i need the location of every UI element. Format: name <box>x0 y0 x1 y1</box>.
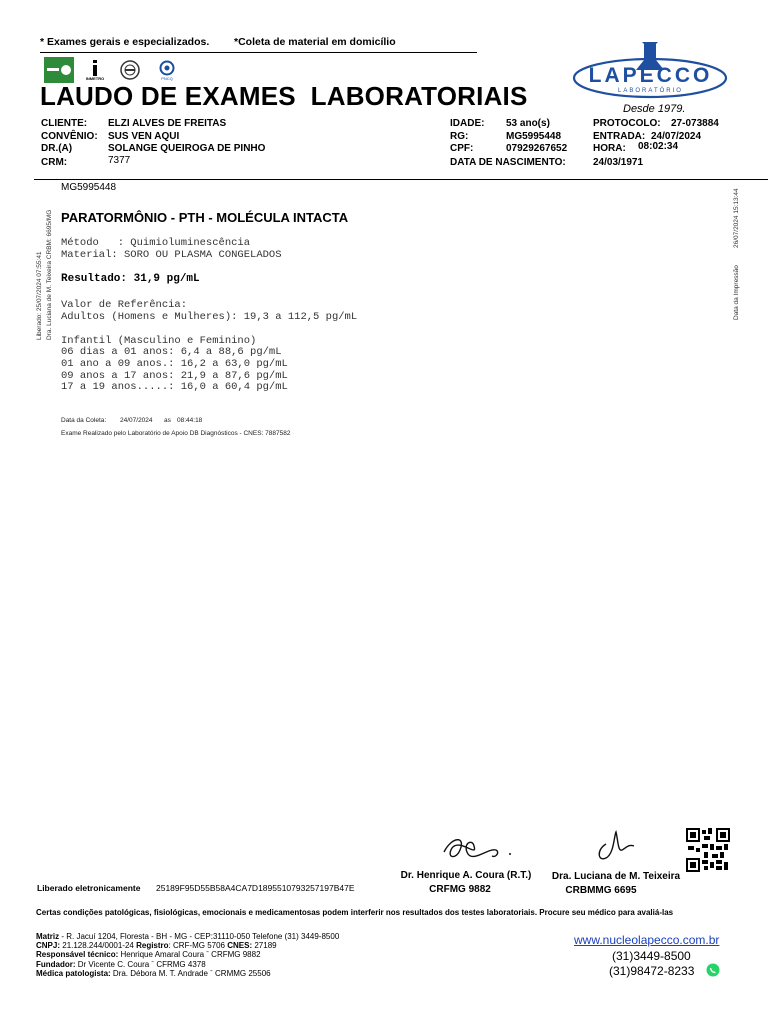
footer-patologista-label: Médica patologista: <box>36 969 111 978</box>
page-title: LAUDO DE EXAMES LABORATORIAIS <box>40 81 528 111</box>
footer-matriz <box>36 932 339 941</box>
signature-teixeira-name: Dra. Luciana de M. Teixeira <box>551 871 681 882</box>
header-divider <box>34 179 768 180</box>
liberado-by-side: Dra. Luciana de M. Teixeira CRBM: 6695/MG <box>46 209 53 340</box>
convenio-label: CONVÊNIO: <box>41 131 98 142</box>
signature-teixeira-reg: CRBMMG 6695 <box>565 885 637 896</box>
footer-cnpj <box>36 941 277 950</box>
ref-infantil-row: 06 dias a 01 anos: 6,4 a 88,6 pg/mL <box>61 346 282 358</box>
footer-cnes-value: 27189 <box>252 941 277 950</box>
dr-value: SOLANGE QUEIROGA DE PINHO <box>108 143 266 154</box>
footer-cnes-label: CNES: <box>227 941 253 950</box>
footer-matriz-value: - R. Jacuí 1204, Floresta - BH - MG - CEP:31110-050 Telefone (31) 3449-8500 <box>59 932 340 941</box>
cpf-value: 07929267652 <box>506 143 568 154</box>
crm-value: 7377 <box>108 155 131 166</box>
lab-name: LAPECCO <box>588 64 713 87</box>
entrada-label: ENTRADA: <box>593 131 646 142</box>
lab-logo <box>568 40 733 104</box>
top-notice-right: *Coleta de material em domicílio <box>234 36 396 48</box>
protocolo-value: 27-073884 <box>671 118 719 129</box>
cert-green-icon <box>44 58 74 82</box>
qr-code-icon <box>686 828 730 872</box>
inmetro-icon <box>86 58 104 82</box>
top-divider <box>40 52 477 53</box>
lab-since: Desde 1979. <box>623 103 686 115</box>
idade-value: 53 ano(s) <box>506 118 550 129</box>
footer-rt-label: Responsável técnico: <box>36 950 119 959</box>
impressao-label-side: Data da Impressão <box>733 265 740 320</box>
seal-icon <box>120 58 140 82</box>
apoio-note: Exame Realizado pelo Laboratório de Apoio DB Diagnósticos - CNES: 7887582 <box>61 430 291 437</box>
footer-cnpj-label: CNPJ: <box>36 941 61 950</box>
nascimento-value: 24/03/1971 <box>593 157 644 168</box>
coleta-label: Data da Coleta: <box>61 417 107 424</box>
lab-subtitle: LABORATÓRIO <box>618 88 683 94</box>
footer-rt-value: Henrique Amaral Coura ˉ CRFMG 9882 <box>118 950 261 959</box>
signature-coura-name: Dr. Henrique A. Coura (R.T.) <box>400 870 532 881</box>
footer-fundador-label: Fundador: <box>36 960 76 969</box>
phone-2: (31)98472-8233 <box>609 964 695 978</box>
website-link[interactable]: www.nucleolapecco.com.br <box>574 933 720 947</box>
whatsapp-icon[interactable] <box>706 963 720 977</box>
footer-fundador-value: Dr Vicente C. Coura ˉ CFRMG 4378 <box>75 960 206 969</box>
nascimento-label: DATA DE NASCIMENTO: <box>450 157 566 168</box>
coleta-time: 08:44:18 <box>177 417 203 424</box>
footer-fundador <box>36 960 206 969</box>
ref-infantil-row: 01 ano a 09 anos.: 16,2 a 63,0 pg/mL <box>61 358 288 370</box>
phone-1: (31)3449-8500 <box>612 949 691 963</box>
convenio-value: SUS VEN AQUI <box>108 131 180 142</box>
top-notice-left: * Exames gerais e especializados. <box>40 36 210 48</box>
signature-teixeira <box>592 828 642 868</box>
rg-label: RG: <box>450 131 469 142</box>
idade-label: IDADE: <box>450 118 485 129</box>
protocolo-label: PROTOCOLO: <box>593 118 661 129</box>
coleta-date: 24/07/2024 <box>120 417 153 424</box>
exam-id: MG5995448 <box>61 182 117 193</box>
hora-label: HORA: <box>593 143 626 154</box>
liberado-eletronico-code: 25189F95D55B58A4CA7D1895510793257197B47E <box>156 883 355 893</box>
dr-label: DR.(A) <box>41 143 73 154</box>
footer-patologista <box>36 969 271 978</box>
signature-coura <box>438 828 518 870</box>
entrada-value: 24/07/2024 <box>651 131 702 142</box>
liberado-eletronico-label: Liberado eletronicamente <box>37 883 141 893</box>
ref-adultos: Adultos (Homens e Mulheres): 19,3 a 112,5 pg/mL <box>61 311 358 323</box>
footer-cnpj-value: 21.128.244/0001-24 <box>60 941 137 950</box>
ref-infantil-row: 17 a 19 anos.....: 16,0 a 60,4 pg/mL <box>61 381 288 393</box>
footer-rt <box>36 950 261 959</box>
ref-title: Valor de Referência: <box>61 299 188 311</box>
exam-material: Material: SORO OU PLASMA CONGELADOS <box>61 249 282 261</box>
disclaimer: Certas condições patológicas, fisiológicas, emocionais e medicamentosas podem interferir nos resultados dos testes laboratoriais. Procure seu médico para avaliá-las <box>36 908 674 917</box>
footer-patologista-value: Dra. Débora M. T. Andrade ˉ CRMMG 25506 <box>110 969 271 978</box>
hora-value: 08:02:34 <box>638 141 679 152</box>
inmetro-label: INMETRO <box>85 75 105 81</box>
exam-metodo: Método : Quimioluminescência <box>61 237 251 249</box>
exam-name: PARATORMÔNIO - PTH - MOLÉCULA INTACTA <box>61 210 349 225</box>
footer-registro-label: Registro <box>136 941 169 950</box>
cliente-value: ELZI ALVES DE FREITAS <box>108 118 227 129</box>
signature-coura-reg: CRFMG 9882 <box>429 884 491 895</box>
impressao-date-side: 26/07/2024 15:13:44 <box>733 188 740 248</box>
liberado-side: Liberado: 25/07/2024 07:55:41 <box>36 251 43 340</box>
ref-infantil-title: Infantil (Masculino e Feminino) <box>61 335 257 347</box>
coleta-as: as <box>164 417 171 424</box>
ref-infantil-row: 09 anos a 17 anos: 21,9 a 87,6 pg/mL <box>61 370 288 382</box>
footer-matriz-label: Matriz <box>36 932 60 941</box>
exam-result: Resultado: 31,9 pg/mL <box>61 273 200 285</box>
pncq-label: PNCQ <box>161 75 173 81</box>
rg-value: MG5995448 <box>506 131 562 142</box>
crm-label: CRM: <box>41 157 68 168</box>
cpf-label: CPF: <box>450 143 474 154</box>
cliente-label: CLIENTE: <box>41 118 88 129</box>
footer-registro-value: : CRF-MG 5706 <box>168 941 228 950</box>
pncq-icon <box>155 58 179 82</box>
